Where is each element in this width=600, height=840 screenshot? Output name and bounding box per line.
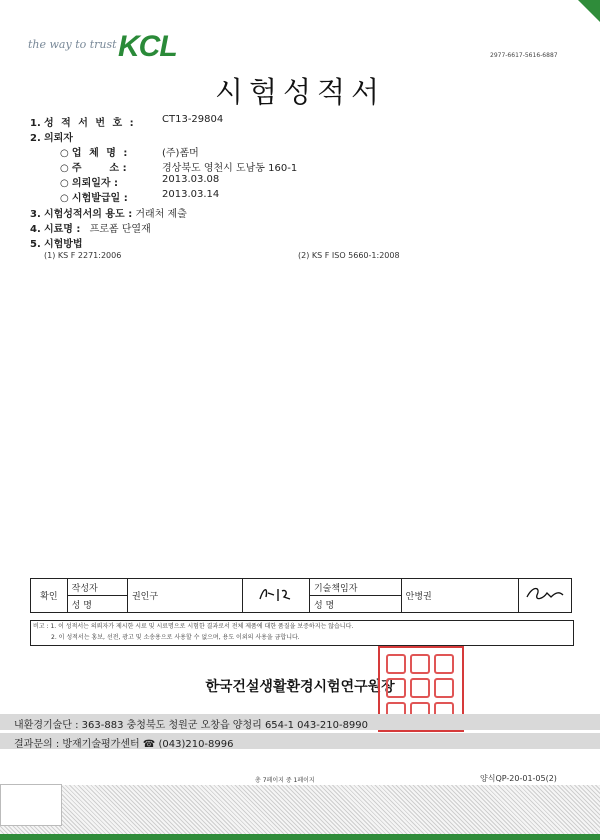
item-num: 2. xyxy=(30,133,41,144)
client-address xyxy=(60,159,298,174)
client-value: 2013.03.14 xyxy=(162,189,220,200)
item-purpose xyxy=(30,205,187,220)
item-num: 1. xyxy=(30,118,41,129)
item-label: 의뢰자 xyxy=(43,133,73,144)
tech-name: 안병권 xyxy=(401,579,518,613)
footer-blank-box xyxy=(0,784,62,826)
item-value: 프로폼 단열재 xyxy=(89,224,151,235)
item-value: CT13-29804 xyxy=(162,114,224,125)
client-label: 의뢰일자 : xyxy=(71,178,119,189)
kcl-logo: KCL xyxy=(118,30,177,63)
author-label: 작성자 xyxy=(67,579,127,596)
note-prefix: 비고 : xyxy=(33,623,49,630)
author-signature xyxy=(243,579,310,613)
item-label: 시료명 : xyxy=(43,224,81,235)
item-label: 성 적 서 번 호 : xyxy=(43,118,136,129)
institution-name: 한국건설생활환경시험연구원장 xyxy=(205,679,395,695)
address-band-2 xyxy=(0,733,600,749)
signature-table xyxy=(30,578,572,613)
item-num: 4. xyxy=(30,224,41,235)
signature-mark-author xyxy=(256,583,296,605)
seal-glyph xyxy=(386,654,406,674)
item-value: 거래처 제출 xyxy=(135,209,187,220)
security-pattern xyxy=(0,785,600,835)
bullet-icon: ○ xyxy=(60,163,69,174)
item-label: 시험방법 xyxy=(43,239,83,250)
seal-glyph xyxy=(434,654,454,674)
client-company xyxy=(60,144,199,159)
bottom-accent-bar xyxy=(0,834,600,840)
signature-mark-tech xyxy=(523,583,567,605)
bullet-icon: ○ xyxy=(60,178,69,189)
form-number: 양식QP-20-01-05(2) xyxy=(480,774,557,783)
client-label: 시험발급일 : xyxy=(71,193,128,204)
address-line-2: 결과문의 : 방재기술평가센터 ☎ (043)210-8996 xyxy=(14,739,234,750)
client-value: 경상북도 영천시 도남동 160-1 xyxy=(162,163,298,174)
seal-glyph xyxy=(410,678,430,698)
page-title: 시험성적서 xyxy=(214,75,386,109)
client-value: 2013.03.08 xyxy=(162,174,220,185)
page-count: 총 7페이지 중 1페이지 xyxy=(255,777,315,784)
note-line-1 xyxy=(33,621,573,632)
confirm-cell: 확인 xyxy=(31,579,68,613)
method-1: (1) KS F 2271:2006 xyxy=(44,251,122,260)
seal-glyph xyxy=(386,678,406,698)
note-line-2: 2. 이 성적서는 홍보, 선전, 광고 및 소송용으로 사용할 수 없으며, 용도 이외의 사용을 금합니다. xyxy=(51,634,300,641)
address-line-1: 내환경기술단 : 363-883 충청북도 청원군 오창읍 양청리 654-1 043-210-8990 xyxy=(14,720,369,731)
author-label-2: 성 명 xyxy=(67,596,127,613)
author-name: 권인구 xyxy=(127,579,242,613)
tech-label-2: 성 명 xyxy=(309,596,401,613)
item-sample-name xyxy=(30,220,151,235)
item-num: 5. xyxy=(30,239,41,250)
bullet-icon: ○ xyxy=(60,148,69,159)
item-client xyxy=(30,129,73,144)
logo-tagline: the way to trust xyxy=(28,38,117,51)
tech-label: 기술책임자 xyxy=(309,579,401,596)
tech-signature xyxy=(519,579,572,613)
item-test-method xyxy=(30,235,83,250)
address-band-1 xyxy=(0,714,600,730)
document-id: 2977-6617-5616-6887 xyxy=(490,52,558,59)
seal-glyph xyxy=(434,678,454,698)
corner-accent xyxy=(578,0,600,22)
client-value: (주)폼머 xyxy=(162,148,199,159)
method-2: (2) KS F ISO 5660-1:2008 xyxy=(298,251,400,260)
item-num: 3. xyxy=(30,209,41,220)
client-label: 업 체 명 : xyxy=(71,148,130,159)
item-label: 시험성적서의 용도 : xyxy=(43,209,133,220)
item-report-number xyxy=(30,114,224,129)
client-issue-date xyxy=(60,189,220,204)
client-label: 주 소 : xyxy=(71,163,127,174)
note-text: 1. 이 성적서는 의뢰자가 제시한 시료 및 시료명으로 시험한 결과로서 전체 제품에 대한 품질을 보증하지는 않습니다. xyxy=(50,623,354,630)
bullet-icon: ○ xyxy=(60,193,69,204)
client-request-date xyxy=(60,174,220,189)
notes-box xyxy=(30,620,574,646)
seal-glyph xyxy=(410,654,430,674)
